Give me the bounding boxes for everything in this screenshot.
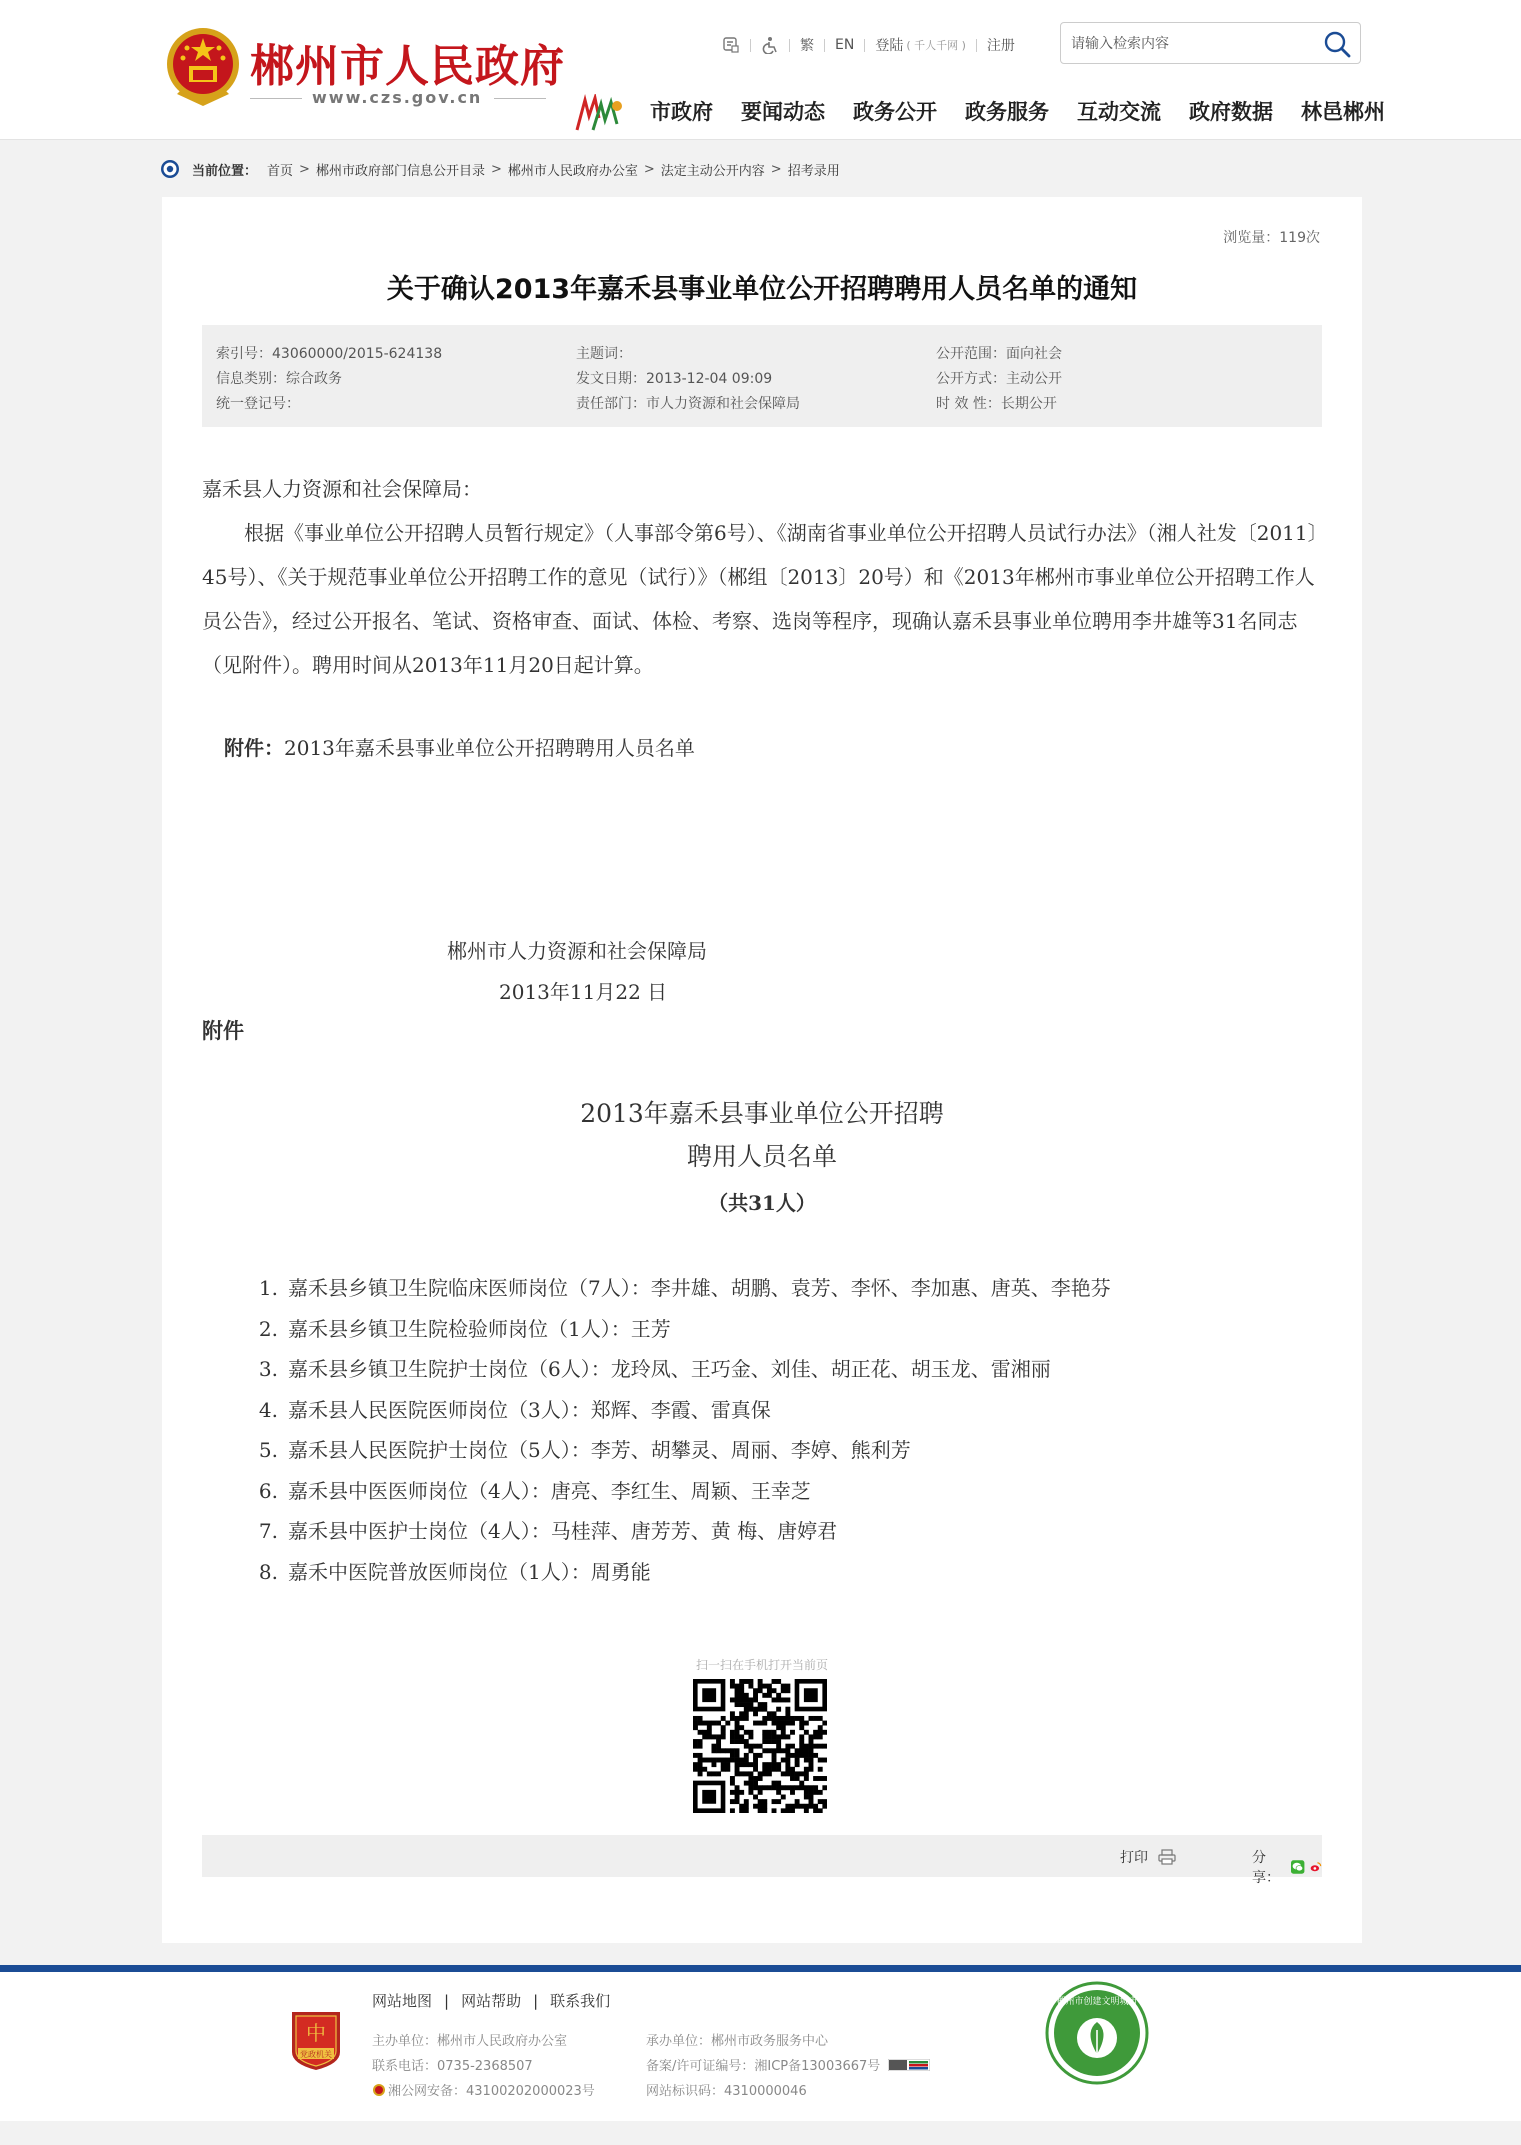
wechat-mini-icon[interactable] — [722, 36, 740, 54]
print-label: 打印 — [1120, 1850, 1148, 1866]
footer-host: 主办单位：郴州市人民政府办公室 — [372, 2034, 568, 2049]
list-total: （共31人） — [708, 1191, 816, 1215]
cnzz-stat-icon[interactable] — [888, 2059, 930, 2071]
list-title-1: 2013年嘉禾县事业单位公开招聘 — [580, 1099, 944, 1128]
civilization-city-logo-icon[interactable] — [1044, 1980, 1150, 2086]
signature-org: 郴州市人力资源和社会保障局 — [447, 939, 707, 963]
meta-reg-no: 统一登记号： — [216, 396, 300, 412]
login-link[interactable] — [875, 35, 966, 55]
list-item: 2. 嘉禾县乡镇卫生院检验师岗位（1人）：王芳 — [258, 1316, 671, 1341]
breadcrumb-directory[interactable]: 郴州市政府部门信息公开目录 — [315, 163, 485, 179]
signature-date: 2013年11月22 日 — [499, 980, 668, 1004]
meta-category: 信息类别：综合政务 — [216, 371, 342, 387]
article-body — [202, 467, 1322, 687]
nav-item-services[interactable]: 政务服务 — [965, 100, 1049, 124]
view-count: 浏览量：119次 — [1223, 230, 1320, 246]
top-links — [722, 34, 1015, 56]
share-group — [1252, 1847, 1322, 1887]
article-meta — [202, 325, 1322, 427]
traditional-chinese-link[interactable]: 繁 — [800, 38, 814, 54]
list-title-2: 聘用人员名单 — [686, 1142, 837, 1171]
wechat-icon[interactable] — [1291, 1859, 1304, 1875]
article-toolbar — [202, 1835, 1322, 1886]
meta-dept: 责任部门：市人力资源和社会保障局 — [576, 396, 800, 412]
police-badge-icon — [372, 2083, 386, 2097]
salutation: 嘉禾县人力资源和社会保障局： — [202, 477, 482, 501]
footer-icp[interactable]: 备案/许可证编号：湘ICP备13003667号 — [646, 2055, 930, 2074]
meta-validity: 时 效 性：长期公开 — [936, 396, 1057, 412]
body-paragraph: 根据《事业单位公开招聘人员暂行规定》（人事部令第6号）、《湖南省事业单位公开招聘人员试行办法》（湘人社发〔2011〕45号）、《关于规范事业单位公开招聘工作的意见（试行）》（郴组〔2013〕20号）和《2013年郴州市事业单位公开招聘工作人员公告》，经过公开报名、笔试、资格审查、面试、体检、考察、选岗等程序，现确认嘉禾县事业单位聘用李井雄等31名同志（见附件）。聘用时间从2013年11月20日起计算。 — [202, 521, 1318, 677]
site-title[interactable]: 郴州市人民政府 — [250, 41, 565, 92]
list-item: 7. 嘉禾县中医护士岗位（4人）：马桂萍、唐芳芳、黄 梅、唐婷君 — [258, 1519, 838, 1543]
nav-item-data[interactable]: 政府数据 — [1189, 100, 1273, 124]
footer-site-id: 网站标识码：4310000046 — [646, 2084, 807, 2099]
meta-method: 公开方式：主动公开 — [936, 371, 1062, 387]
footer-links: 网站地图 | 网站帮助 | 联系我们 — [372, 1991, 611, 2010]
meta-scope: 公开范围：面向社会 — [936, 346, 1062, 362]
footer-bottom-strip — [0, 2121, 1521, 2145]
list-item: 5. 嘉禾县人民医院护士岗位（5人）：李芳、胡攀灵、周丽、李婷、熊利芳 — [258, 1438, 911, 1462]
meta-subject: 主题词： — [576, 346, 632, 362]
list-item: 8. 嘉禾中医院普放医师岗位（1人）：周勇能 — [258, 1559, 651, 1584]
list-item: 6. 嘉禾县中医医师岗位（4人）：唐亮、李红生、周颖、王幸芝 — [258, 1478, 811, 1503]
nav-item-open-affairs[interactable]: 政务公开 — [853, 100, 937, 124]
party-gov-badge-icon[interactable] — [288, 2008, 344, 2072]
share-label: 分享： — [1252, 1850, 1280, 1886]
footer-phone: 联系电话：0735-2368507 — [372, 2059, 533, 2074]
breadcrumb-statutory[interactable]: 法定主动公开内容 — [660, 163, 765, 179]
breadcrumb-recruitment[interactable]: 招考录用 — [787, 163, 840, 179]
site-footer — [0, 1972, 1521, 2121]
site-domain-wrap — [250, 86, 546, 110]
register-link[interactable]: 注册 — [986, 38, 1015, 54]
article-card — [162, 197, 1362, 1943]
footer-police[interactable]: 湘公网安备：43100202000023号 — [372, 2080, 595, 2099]
svg-text:党政机关: 党政机关 — [300, 2050, 332, 2059]
national-emblem-icon[interactable] — [163, 24, 243, 112]
qr-caption: 扫一扫在手机打开当前页 — [695, 1658, 828, 1672]
breadcrumb: 当前位置： 首页 > 郴州市政府部门信息公开目录 > 郴州市人民政府办公室 > 法定主动公开内容 > 招考录用 — [160, 158, 840, 180]
meta-pub-date: 发文日期：2013-12-04 09:09 — [576, 371, 773, 387]
svg-text:中: 中 — [306, 2021, 326, 2045]
footer-bar — [0, 1965, 1521, 1972]
nav-item-interaction[interactable]: 互动交流 — [1077, 100, 1161, 124]
attachment-name[interactable]: 2013年嘉禾县事业单位公开招聘聘用人员名单 — [284, 736, 695, 760]
english-link[interactable]: EN — [835, 37, 855, 53]
nav-item-government[interactable]: 市政府 — [650, 100, 713, 124]
list-item: 3. 嘉禾县乡镇卫生院护士岗位（6人）：龙玲凤、王巧金、刘佳、胡正花、胡玉龙、雷湘丽 — [258, 1357, 1051, 1381]
svg-text:郴州市创建文明城市: 郴州市创建文明城市 — [1056, 1997, 1138, 2007]
meta-index-no: 索引号：43060000/2015-624138 — [216, 346, 443, 362]
footer-link-contact[interactable]: 联系我们 — [550, 1992, 611, 2010]
attachment-label: 附件： — [224, 736, 284, 760]
print-button[interactable] — [1120, 1847, 1176, 1867]
attachment-heading: 附件 — [202, 1018, 244, 1043]
hire-list — [242, 1268, 1111, 1592]
nav-item-news[interactable]: 要闻动态 — [741, 100, 825, 124]
attachment-line — [224, 732, 695, 761]
article-title: 关于确认2013年嘉禾县事业单位公开招聘聘用人员名单的通知 — [386, 274, 1138, 305]
footer-link-help[interactable]: 网站帮助 — [461, 1992, 522, 2010]
weibo-icon[interactable] — [1309, 1859, 1322, 1875]
login-note: ( 千人千网 ) — [906, 39, 966, 52]
site-header — [0, 0, 1521, 140]
accessibility-icon[interactable] — [761, 36, 779, 54]
list-item: 1. 嘉禾县乡镇卫生院临床医师岗位（7人）：李井雄、胡鹏、袁芳、李怀、李加惠、唐英、李艳芬 — [258, 1276, 1111, 1300]
footer-operator: 承办单位：郴州市政务服务中心 — [646, 2034, 829, 2049]
site-domain: www.czs.gov.cn — [312, 88, 483, 107]
qr-code-icon — [693, 1679, 827, 1813]
breadcrumb-label: 当前位置： — [192, 163, 258, 179]
main-nav — [650, 96, 1385, 126]
search-input[interactable] — [1071, 32, 1311, 56]
city-logo-icon — [573, 94, 625, 132]
list-item: 4. 嘉禾县人民医院医师岗位（3人）：郑辉、李霞、雷真保 — [258, 1397, 771, 1422]
printer-icon — [1158, 1849, 1176, 1865]
location-pin-icon — [160, 159, 180, 179]
search-icon[interactable] — [1322, 29, 1352, 59]
breadcrumb-home[interactable]: 首页 — [267, 163, 294, 179]
nav-item-linyi-chenzhou[interactable]: 林邑郴州 — [1301, 100, 1385, 124]
breadcrumb-office[interactable]: 郴州市人民政府办公室 — [507, 163, 638, 179]
footer-link-sitemap[interactable]: 网站地图 — [372, 1992, 433, 2010]
search-box — [1060, 22, 1361, 64]
login-label[interactable]: 登陆 — [875, 38, 904, 54]
